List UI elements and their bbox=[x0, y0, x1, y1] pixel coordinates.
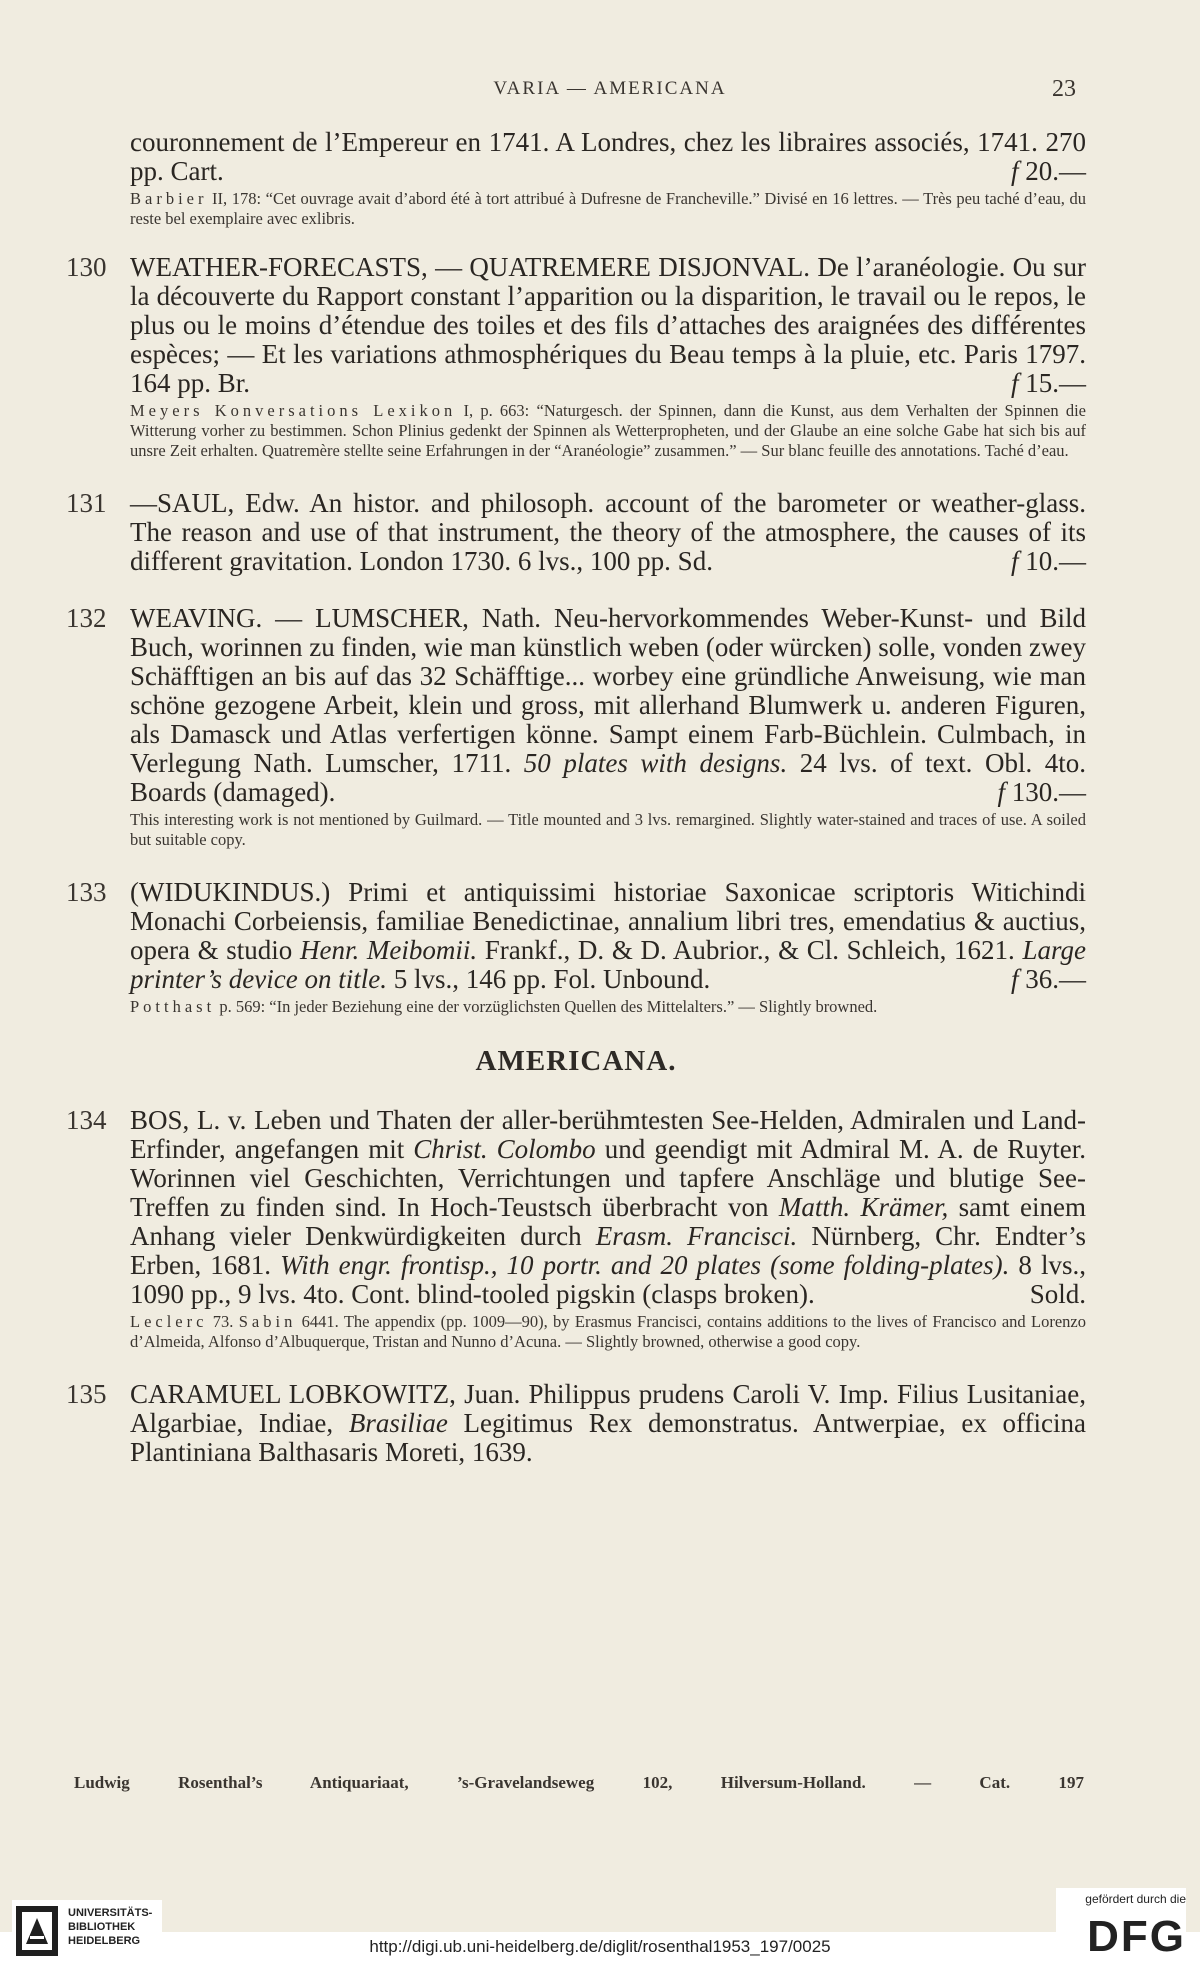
note-text: p. 569: “In jeder Beziehung eine der vorzüglichsten Quellen des Mittelalters.” — Slightly browned. bbox=[215, 997, 878, 1016]
catalogue-entry-132 bbox=[66, 604, 1086, 850]
entry-note bbox=[130, 997, 1086, 1017]
note-author: Sabin bbox=[238, 1312, 297, 1331]
price-symbol: f bbox=[1010, 964, 1019, 994]
price-symbol: f bbox=[997, 777, 1005, 807]
entry-text-part: Nürnberg, Chr. Endter’s Erben, 1681. bbox=[130, 1221, 1087, 1280]
section-title: AMERICANA. bbox=[475, 1045, 677, 1077]
entry-text bbox=[130, 1106, 1086, 1309]
note-author: Potthast bbox=[130, 997, 216, 1016]
entry-price: Sold. bbox=[1029, 1279, 1086, 1309]
price-value: 130.— bbox=[1011, 777, 1086, 807]
entry-text-italic: With engr. frontisp., 10 portr. and 20 plates (some folding-plates). bbox=[280, 1250, 1010, 1280]
catalogue-entry-134 bbox=[66, 1106, 1086, 1352]
entry-text-italic: Brasiliae bbox=[348, 1408, 448, 1438]
note-text: 6441. The appendix (pp. 1009—90), by Erasmus Francisci, contains additions to the lives of Francisco and Lorenzo d’Almeida, Alfonso d’Albuquerque, Tristan and Nunno d’Acuna. — Slightly browned, otherwise a good copy. bbox=[130, 1312, 1086, 1351]
entry-price bbox=[997, 778, 1086, 807]
entry-text: couronnement de l’Empereur en 1741. A Londres, chez les libraires associés, 1741. 270 pp. Cart. bbox=[130, 127, 1086, 186]
price-value: 20.— bbox=[1025, 156, 1086, 186]
entry-text-part: Frankf., D. & D. Aubrior., & Cl. Schleich, 1621. bbox=[477, 935, 1023, 965]
entry-text-part: 24 lvs. of text. Obl. 4to. Boards (damaged). bbox=[130, 748, 1086, 807]
entry-note: This interesting work is not mentioned by Guilmard. — Title mounted and 3 lvs. remargined. Slightly water-stained and traces of use. A soiled but suitable copy. bbox=[130, 810, 1086, 849]
library-name-line: UNIVERSITÄTS- bbox=[68, 1907, 153, 1919]
entry-note bbox=[130, 1312, 1086, 1352]
entry-text-italic: Henr. Meibomii. bbox=[299, 935, 478, 965]
entry-text-part: samt einem Anhang vieler Denkwürdigkeiten durch bbox=[130, 1192, 1086, 1251]
entry-price bbox=[1011, 547, 1086, 576]
entry-text: WEATHER-FORECASTS, — QUATREMERE DISJONVAL. De l’aranéologie. Ou sur la découverte du Rapport constant l’apparition ou la disparition, le travail ou le repos, le plus ou le moins d’étendue des toiles et des fils d’attaches des araignées des différentes espèces; — Et les variations athmosphériques du Beau temps à la pluie, etc. Paris 1797. 164 pp. Br. bbox=[130, 252, 1086, 398]
entry-number: 131 bbox=[66, 488, 107, 518]
entry-text: —SAUL, Edw. An histor. and philosoph. account of the barometer or weather-glass. The reason and use of that instrument, the theory of the atmosphere, the causes of its different gravitation. London 1730. 6 lvs., 100 pp. Sd. bbox=[130, 488, 1086, 576]
running-head: VARIA — AMERICANA bbox=[493, 78, 727, 99]
library-name-line: HEIDELBERG bbox=[68, 1935, 141, 1947]
price-value: 10.— bbox=[1025, 546, 1086, 576]
catalogue-entry-130 bbox=[66, 253, 1086, 461]
entry-note bbox=[130, 401, 1086, 461]
note-text: I, p. 663: “Naturgesch. der Spinnen, dann die Kunst, aus dem Verhalten der Spinnen die Witterung vorher zu bestimmen. Schon Plinius gedenkt der Spinnen als Wetterpropheten, und der Glaube an eine solche Gabe hat sich bis auf unsre Zeit erhalten. Quatremère stellte seine Erfahrungen in der “Aranéologie” zusammen.” — Sur blanc feuille des annotations. Taché d’eau. bbox=[130, 401, 1086, 460]
entry-text-italic: Large printer’s device on title. bbox=[130, 935, 1086, 994]
entry-price bbox=[1011, 965, 1086, 994]
entry-text-italic: Matth. Krämer, bbox=[778, 1192, 949, 1222]
entry-text-part: CARAMUEL LOBKOWITZ, Juan. Philippus prudens Caroli V. Imp. Filius Lusitaniae, Algarbiae, Indiae, bbox=[130, 1379, 1086, 1438]
dfg-logo-mark: DFG bbox=[1087, 1912, 1186, 1961]
library-name-line: BIBLIOTHEK bbox=[68, 1921, 136, 1933]
entry-text-part: WEAVING. — LUMSCHER, Nath. Neu-hervorkommendes Weber-Kunst- und Bild Buch, worinnen zu finden, wie man künstlich weben (oder würcken) solle, vonden zwey Schäfftigen an bis auf das 32 Schäfftige... worbey eine gründliche Anweisung, wie man schöne gezogene Arbeit, klein und gross, mit allerhand Blumwerk u. anderen Figuren, als Damasck und Atlas verfertigen könne. Sampt einem Farb-Büchlein. Culmbach, in Verlegung Nath. Lumscher, 1711. bbox=[130, 603, 1086, 778]
entry-text-italic: Erasm. Francisci. bbox=[595, 1221, 798, 1251]
price-line bbox=[130, 157, 1086, 186]
dfg-logo[interactable] bbox=[1056, 1888, 1186, 1966]
entry-text-part: 8 lvs., 1090 pp., 9 lvs. 4to. Cont. blind-tooled pigskin (clasps broken). bbox=[130, 1250, 1087, 1309]
entry-number: 132 bbox=[66, 603, 107, 633]
entry-price bbox=[1011, 157, 1086, 186]
entry-text-part: 5 lvs., 146 pp. Fol. Unbound. bbox=[386, 964, 711, 994]
entry-number: 130 bbox=[66, 252, 107, 282]
page-footer: Ludwig Rosenthal’s Antiquariaat, ’s-Gravelandseweg 102, Hilversum-Holland. — Cat. 197 bbox=[74, 1773, 1084, 1792]
note-author: Meyers Konversations Lexikon bbox=[130, 401, 457, 420]
price-symbol: f bbox=[1010, 368, 1019, 398]
note-author: Leclerc bbox=[130, 1312, 208, 1331]
price-symbol: f bbox=[1010, 546, 1019, 576]
sponsor-text: gefördert durch die bbox=[1085, 1892, 1186, 1906]
entry-text bbox=[130, 604, 1086, 807]
note-author: Barbier bbox=[130, 189, 208, 208]
catalogue-entry-131 bbox=[66, 489, 1086, 576]
catalogue-entry-133 bbox=[66, 878, 1086, 1017]
catalogue-entry-135 bbox=[66, 1380, 1086, 1467]
entry-text-italic: 50 plates with designs. bbox=[523, 748, 788, 778]
entry-text-italic: Christ. Colombo bbox=[413, 1134, 596, 1164]
entry-text-part: BOS, L. v. Leben und Thaten der aller-berühmtesten See-Helden, Admiralen und Land-Erfinder, angefangen mit bbox=[130, 1105, 1086, 1164]
catalogue-content bbox=[66, 128, 1086, 1495]
page-number: 23 bbox=[1052, 76, 1076, 102]
price-value: 15.— bbox=[1025, 368, 1086, 398]
price-line bbox=[130, 369, 1086, 398]
page-header bbox=[130, 78, 1090, 108]
entry-price bbox=[1011, 369, 1086, 398]
document-url-link[interactable]: http://digi.ub.uni-heidelberg.de/diglit/rosenthal1953_197/0025 bbox=[369, 1937, 831, 1956]
catalogue-entry-continued bbox=[66, 128, 1086, 229]
entry-text-part: (WIDUKINDUS.) Primi et antiquissimi historiae Saxonicae scriptoris Witichindi Monachi Corbeiensis, familiae Benedictinae, annalium libri tres, emendatius & auctius, opera & studio bbox=[130, 877, 1086, 965]
entry-number: 134 bbox=[66, 1105, 107, 1135]
price-value: 36.— bbox=[1025, 964, 1086, 994]
entry-note bbox=[130, 189, 1086, 229]
entry-text bbox=[130, 1380, 1086, 1467]
entry-number: 133 bbox=[66, 877, 107, 907]
entry-text-part: und geendigt mit Admiral M. A. de Ruyter. Worinnen viel Geschichten, Verrichtungen und tapfere Anschläge und blutige See-Treffen zu finden sind. In Hoch-Teustsch überbracht von bbox=[130, 1134, 1086, 1222]
entry-number: 135 bbox=[66, 1379, 107, 1409]
note-text: 73. bbox=[207, 1312, 239, 1331]
note-text: II, 178: “Cet ouvrage avait d’abord été à tort attribué à Dufresne de Francheville.” Divisé en 16 lettres. — Très peu taché d’eau, du reste bel exemplaire avec exlibris. bbox=[130, 189, 1086, 228]
price-symbol: f bbox=[1010, 156, 1019, 186]
entry-text-part: Legitimus Rex demonstratus. Antwerpiae, ex officina Plantiniana Balthasaris Moreti, 1639. bbox=[130, 1408, 1086, 1467]
